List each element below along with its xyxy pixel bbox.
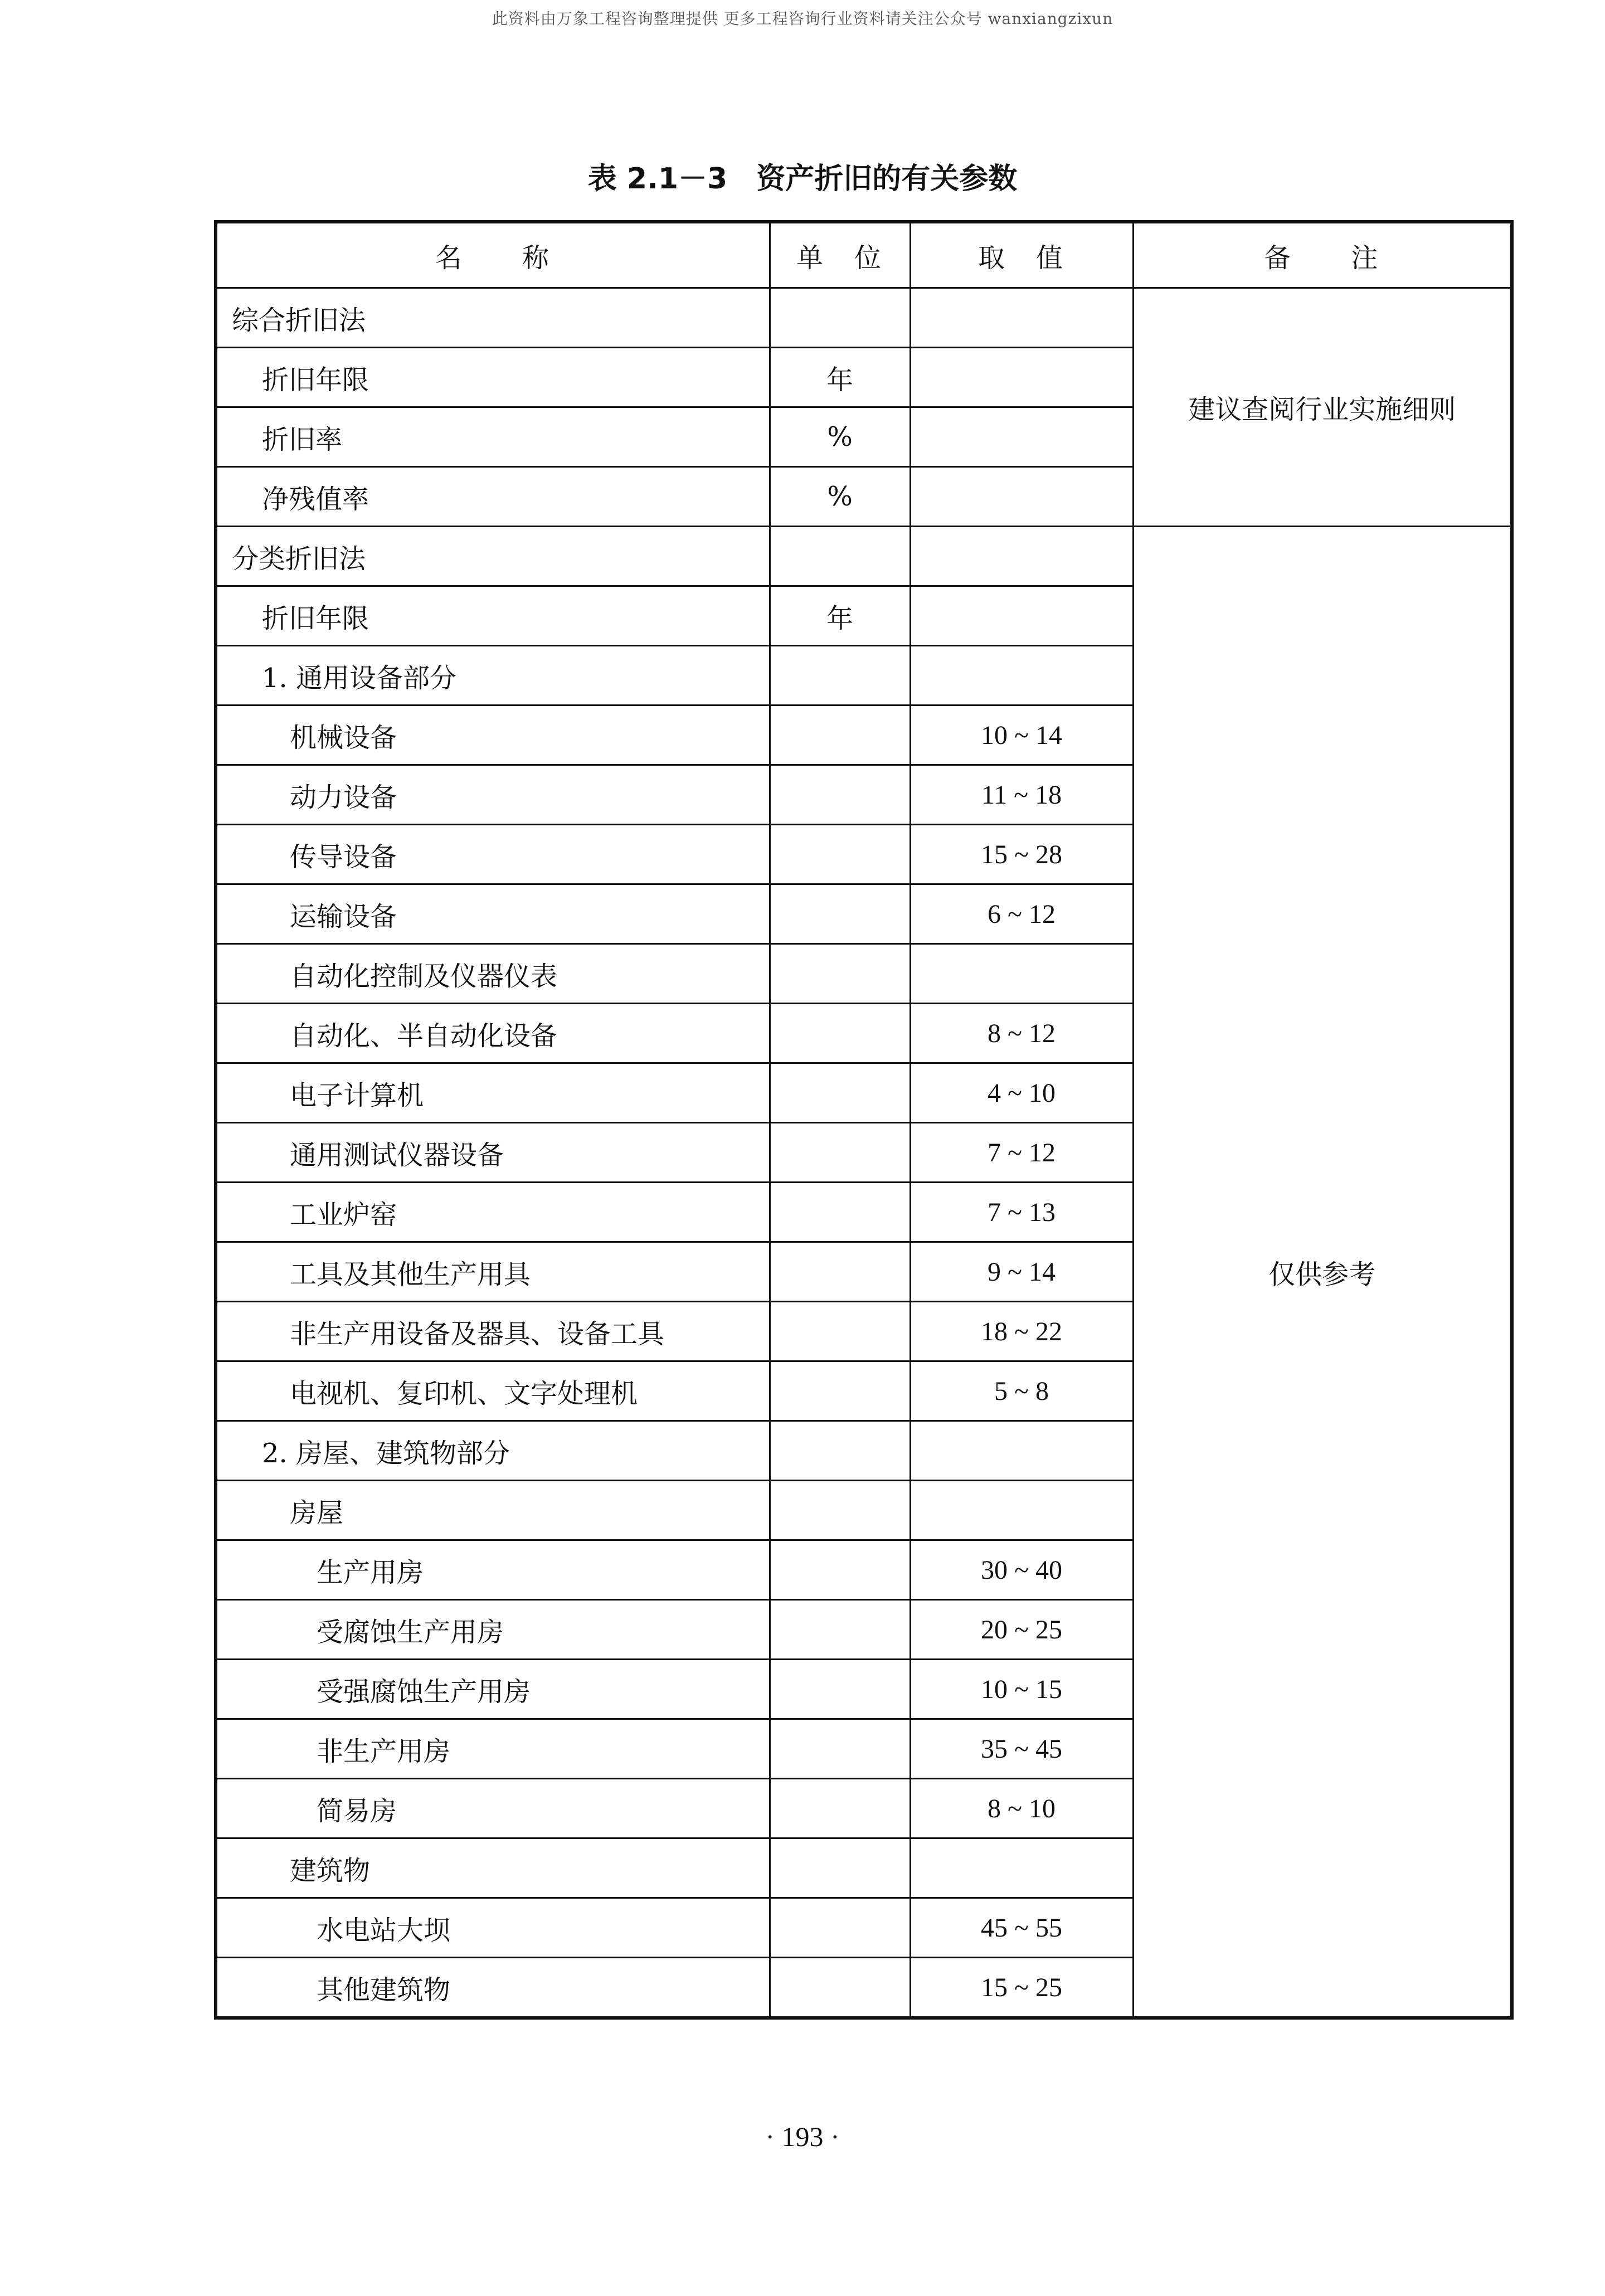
row-unit-cell (770, 1838, 910, 1898)
row-value-cell: 4 ~ 10 (910, 1063, 1133, 1123)
row-value-cell: 15 ~ 28 (910, 825, 1133, 884)
row-unit-cell: 年 (770, 586, 910, 646)
row-name-cell: 折旧率 (216, 407, 770, 467)
row-value-cell: 10 ~ 15 (910, 1660, 1133, 1719)
row-value-cell: 15 ~ 25 (910, 1958, 1133, 2018)
row-unit-cell (770, 944, 910, 1004)
row-unit-cell (770, 1779, 910, 1838)
row-unit-cell (770, 1898, 910, 1958)
row-name-cell: 1. 通用设备部分 (216, 646, 770, 706)
row-name-cell: 其他建筑物 (216, 1958, 770, 2018)
row-value-cell: 5 ~ 8 (910, 1361, 1133, 1421)
column-header-note: 备 注 (1133, 222, 1512, 288)
row-name-cell: 2. 房屋、建筑物部分 (216, 1421, 770, 1481)
page-number: · 193 · (765, 2121, 840, 2152)
row-unit-cell (770, 1660, 910, 1719)
row-unit-cell (770, 884, 910, 944)
row-name-cell: 折旧年限 (216, 586, 770, 646)
row-name-cell: 通用测试仪器设备 (216, 1123, 770, 1183)
row-value-cell: 8 ~ 10 (910, 1779, 1133, 1838)
table-title: 表 2.1－3 资产折旧的有关参数 (587, 162, 1018, 196)
row-value-cell: 18 ~ 22 (910, 1302, 1133, 1361)
depreciation-table-container (214, 220, 1510, 2020)
row-unit-cell (770, 646, 910, 706)
row-name-cell: 生产用房 (216, 1540, 770, 1600)
row-name-cell: 自动化、半自动化设备 (216, 1004, 770, 1063)
row-name-cell: 折旧年限 (216, 348, 770, 407)
row-name-cell: 受腐蚀生产用房 (216, 1600, 770, 1660)
row-unit-cell (770, 706, 910, 765)
row-value-cell: 11 ~ 18 (910, 765, 1133, 825)
page-header: 此资料由万象工程咨询整理提供 更多工程咨询行业资料请关注公众号 wanxiangzixun (492, 9, 1113, 28)
row-unit-cell (770, 765, 910, 825)
row-value-cell (910, 944, 1133, 1004)
row-name-cell: 电视机、复印机、文字处理机 (216, 1361, 770, 1421)
row-value-cell (910, 288, 1133, 348)
table-header-row (216, 222, 1512, 288)
row-unit-cell (770, 1183, 910, 1242)
row-name-cell: 自动化控制及仪器仪表 (216, 944, 770, 1004)
column-header-value: 取 值 (910, 222, 1133, 288)
row-unit-cell (770, 1421, 910, 1481)
row-name-cell: 工具及其他生产用具 (216, 1242, 770, 1302)
row-unit-cell (770, 1004, 910, 1063)
row-name-cell: 运输设备 (216, 884, 770, 944)
row-name-cell: 传导设备 (216, 825, 770, 884)
row-unit-cell (770, 1958, 910, 2018)
row-value-cell: 9 ~ 14 (910, 1242, 1133, 1302)
row-value-cell: 10 ~ 14 (910, 706, 1133, 765)
row-unit-cell (770, 1600, 910, 1660)
row-name-cell: 房屋 (216, 1481, 770, 1540)
row-value-cell: 6 ~ 12 (910, 884, 1133, 944)
row-unit-cell: % (770, 467, 910, 527)
row-name-cell: 净残值率 (216, 467, 770, 527)
row-unit-cell (770, 1123, 910, 1183)
row-value-cell: 20 ~ 25 (910, 1600, 1133, 1660)
row-unit-cell (770, 527, 910, 586)
row-unit-cell: 年 (770, 348, 910, 407)
row-value-cell: 30 ~ 40 (910, 1540, 1133, 1600)
row-value-cell (910, 586, 1133, 646)
row-value-cell: 35 ~ 45 (910, 1719, 1133, 1779)
row-unit-cell (770, 1302, 910, 1361)
row-unit-cell (770, 1242, 910, 1302)
column-header-name: 名 称 (216, 222, 770, 288)
table-row (216, 288, 1512, 348)
row-value-cell: 45 ~ 55 (910, 1898, 1133, 1958)
row-name-cell: 水电站大坝 (216, 1898, 770, 1958)
row-unit-cell (770, 1361, 910, 1421)
row-name-cell: 工业炉窑 (216, 1183, 770, 1242)
row-value-cell (910, 527, 1133, 586)
row-value-cell (910, 348, 1133, 407)
row-value-cell (910, 1481, 1133, 1540)
table-row (216, 527, 1512, 586)
row-unit-cell (770, 1481, 910, 1540)
row-name-cell: 综合折旧法 (216, 288, 770, 348)
row-unit-cell (770, 1540, 910, 1600)
row-value-cell: 7 ~ 13 (910, 1183, 1133, 1242)
row-value-cell: 8 ~ 12 (910, 1004, 1133, 1063)
row-value-cell (910, 646, 1133, 706)
row-name-cell: 简易房 (216, 1779, 770, 1838)
row-value-cell: 7 ~ 12 (910, 1123, 1133, 1183)
row-value-cell (910, 1838, 1133, 1898)
row-name-cell: 建筑物 (216, 1838, 770, 1898)
row-value-cell (910, 467, 1133, 527)
row-unit-cell (770, 1063, 910, 1123)
column-header-unit: 单 位 (770, 222, 910, 288)
row-name-cell: 非生产用房 (216, 1719, 770, 1779)
note-cell-comprehensive: 建议查阅行业实施细则 (1133, 288, 1512, 527)
row-unit-cell (770, 825, 910, 884)
row-value-cell (910, 1421, 1133, 1481)
row-name-cell: 非生产用设备及器具、设备工具 (216, 1302, 770, 1361)
row-name-cell: 机械设备 (216, 706, 770, 765)
row-value-cell (910, 407, 1133, 467)
row-name-cell: 电子计算机 (216, 1063, 770, 1123)
row-name-cell: 动力设备 (216, 765, 770, 825)
row-unit-cell (770, 288, 910, 348)
row-name-cell: 受强腐蚀生产用房 (216, 1660, 770, 1719)
table-body (216, 288, 1512, 2018)
note-cell-classified: 仅供参考 (1133, 527, 1512, 2018)
depreciation-parameters-table (214, 220, 1514, 2020)
row-name-cell: 分类折旧法 (216, 527, 770, 586)
row-unit-cell (770, 1719, 910, 1779)
row-unit-cell: % (770, 407, 910, 467)
